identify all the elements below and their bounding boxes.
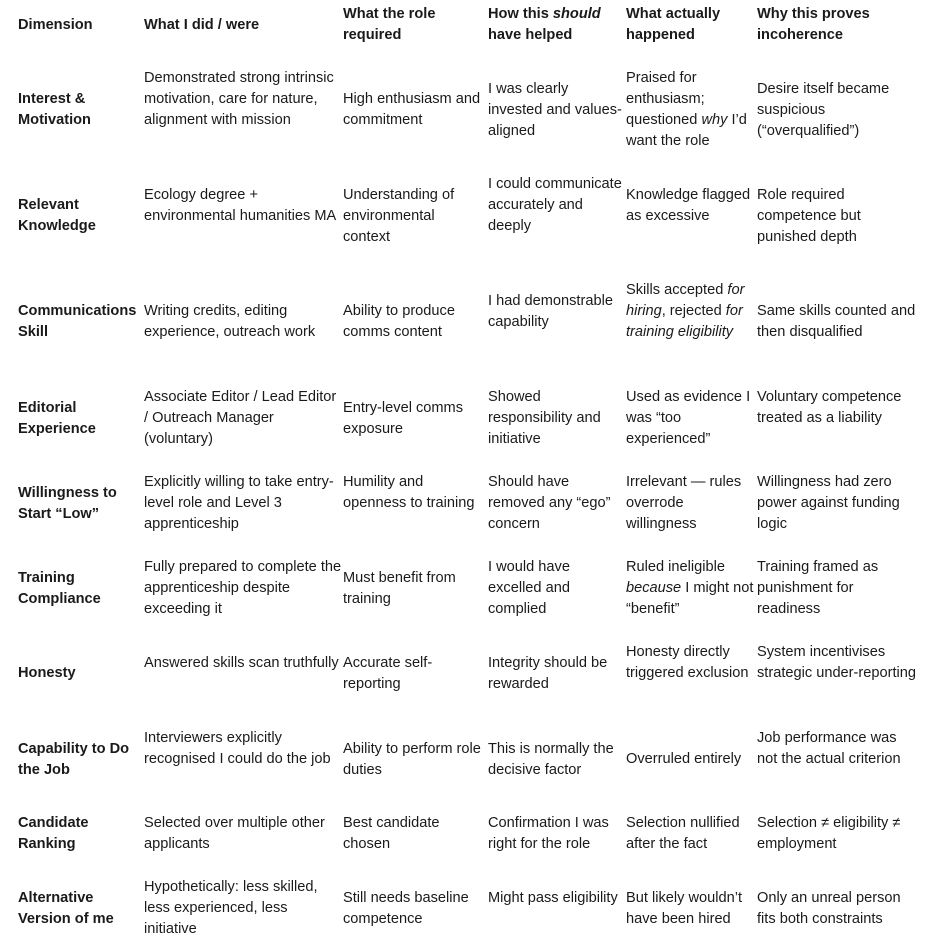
row-dimension: Willingness to Start “Low” (18, 485, 117, 522)
emphasis: for training eligibility (626, 303, 743, 340)
row-role-required: Still needs baseline competence (343, 890, 469, 927)
row-actually-happened: Overruled entirely (626, 751, 742, 767)
row-what-i-did: Explicitly willing to take entry-level role and Level 3 apprenticeship (144, 474, 334, 532)
row-dimension: Relevant Knowledge (18, 197, 96, 234)
row-why-incoherence: Training framed as punishment for readiness (757, 559, 879, 617)
row-what-i-did: Interviewers explicitly recognised I could do the job (144, 730, 331, 767)
row-what-i-did: Selected over multiple other applicants (144, 815, 325, 852)
row-role-required: Must benefit from training (343, 570, 456, 607)
row-why-incoherence: Same skills counted and then disqualified (757, 303, 916, 340)
row-actually-happened: Knowledge flagged as excessive (626, 187, 751, 224)
row-should-have-helped: Should have removed any “ego” concern (488, 474, 611, 532)
row-why-incoherence: System incentivises strategic under-reporting (757, 644, 916, 681)
row-actually-happened: But likely wouldn’t have been hired (626, 890, 742, 927)
row-dimension: Candidate Ranking (18, 815, 89, 852)
header-role-required: What the role required (343, 6, 436, 43)
row-why-incoherence: Voluntary competence treated as a liability (757, 389, 902, 426)
row-role-required: Humility and openness to training (343, 474, 475, 511)
row-role-required: Understanding of environmental context (343, 187, 455, 245)
row-should-have-helped: Integrity should be rewarded (488, 655, 608, 692)
row-should-have-helped: I would have excelled and complied (488, 559, 570, 617)
row-dimension: Alternative Version of me (18, 890, 114, 927)
row-role-required: Accurate self-reporting (343, 655, 433, 692)
row-why-incoherence: Role required competence but punished depth (757, 187, 861, 245)
row-dimension: Training Compliance (18, 570, 101, 607)
emphasis: for hiring (626, 282, 745, 319)
row-actually-happened: Praised for enthusiasm; questioned why I’d want the role (626, 70, 747, 149)
row-role-required: High enthusiasm and commitment (343, 91, 481, 128)
header-what-i-did: What I did / were (144, 17, 260, 33)
header-actually-happened: What actually happened (626, 6, 721, 43)
row-actually-happened: Skills accepted for hiring, rejected for training eligibility (626, 282, 745, 340)
row-what-i-did: Answered skills scan truthfully (144, 655, 339, 671)
header-dimension: Dimension (18, 17, 93, 33)
row-should-have-helped: Confirmation I was right for the role (488, 815, 609, 852)
header-why-incoherence: Why this proves incoherence (757, 6, 870, 43)
row-should-have-helped: I could communicate accurately and deeply (488, 176, 622, 234)
row-actually-happened: Honesty directly triggered exclusion (626, 644, 749, 681)
row-what-i-did: Writing credits, editing experience, outreach work (144, 303, 316, 340)
row-what-i-did: Ecology degree + environmental humanities MA (144, 187, 337, 224)
row-what-i-did: Associate Editor / Lead Editor / Outreach Manager (voluntary) (144, 389, 337, 447)
row-should-have-helped: I was clearly invested and values-aligned (488, 81, 622, 139)
emphasis: should (552, 6, 601, 22)
row-should-have-helped: Might pass eligibility (488, 890, 618, 906)
row-dimension: Communications Skill (18, 303, 137, 340)
row-what-i-did: Hypothetically: less skilled, less experienced, less initiative (144, 879, 318, 937)
row-role-required: Ability to produce comms content (343, 303, 455, 340)
header-should-have-helped: How this should have helped (488, 6, 601, 43)
emphasis: why (701, 112, 728, 128)
row-why-incoherence: Desire itself became suspicious (“overqualified”) (757, 81, 890, 139)
row-why-incoherence: Selection ≠ eligibility ≠ employment (757, 815, 901, 852)
emphasis: because (626, 580, 682, 596)
row-should-have-helped: I had demonstrable capability (488, 293, 613, 330)
row-what-i-did: Fully prepared to complete the apprenticeship despite exceeding it (144, 559, 342, 617)
row-dimension: Editorial Experience (18, 400, 96, 437)
row-actually-happened: Irrelevant — rules overrode willingness (626, 474, 742, 532)
row-should-have-helped: This is normally the decisive factor (488, 741, 614, 778)
row-why-incoherence: Job performance was not the actual criterion (757, 730, 901, 767)
row-should-have-helped: Showed responsibility and initiative (488, 389, 601, 447)
row-why-incoherence: Only an unreal person fits both constraints (757, 890, 901, 927)
row-role-required: Ability to perform role duties (343, 741, 481, 778)
row-why-incoherence: Willingness had zero power against funding logic (757, 474, 900, 532)
row-dimension: Interest & Motivation (18, 91, 91, 128)
row-what-i-did: Demonstrated strong intrinsic motivation, care for nature, alignment with mission (144, 70, 334, 128)
row-actually-happened: Ruled ineligible because I might not “benefit” (626, 559, 754, 617)
row-dimension: Capability to Do the Job (18, 741, 130, 778)
row-role-required: Entry-level comms exposure (343, 400, 464, 437)
row-role-required: Best candidate chosen (343, 815, 440, 852)
row-actually-happened: Selection nullified after the fact (626, 815, 740, 852)
row-actually-happened: Used as evidence I was “too experienced” (626, 389, 751, 447)
row-dimension: Honesty (18, 665, 76, 681)
